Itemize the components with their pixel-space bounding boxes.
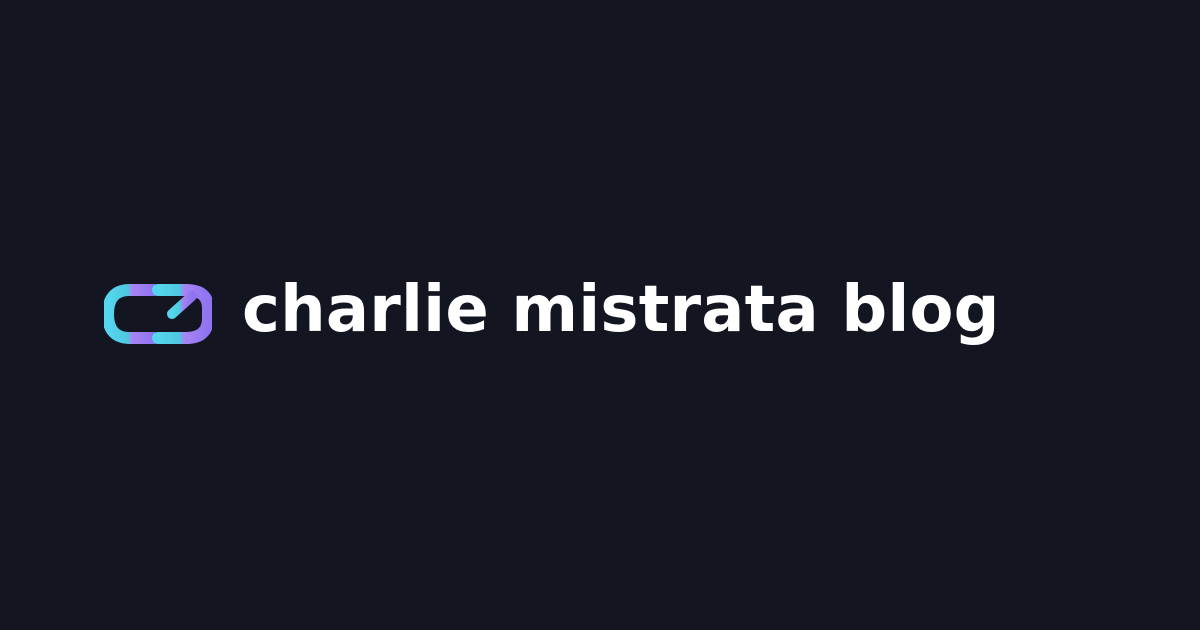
brand-lockup [104,258,1000,370]
site-title: charlie mistrata blog [242,273,1000,347]
c3-logo-icon [104,284,212,344]
